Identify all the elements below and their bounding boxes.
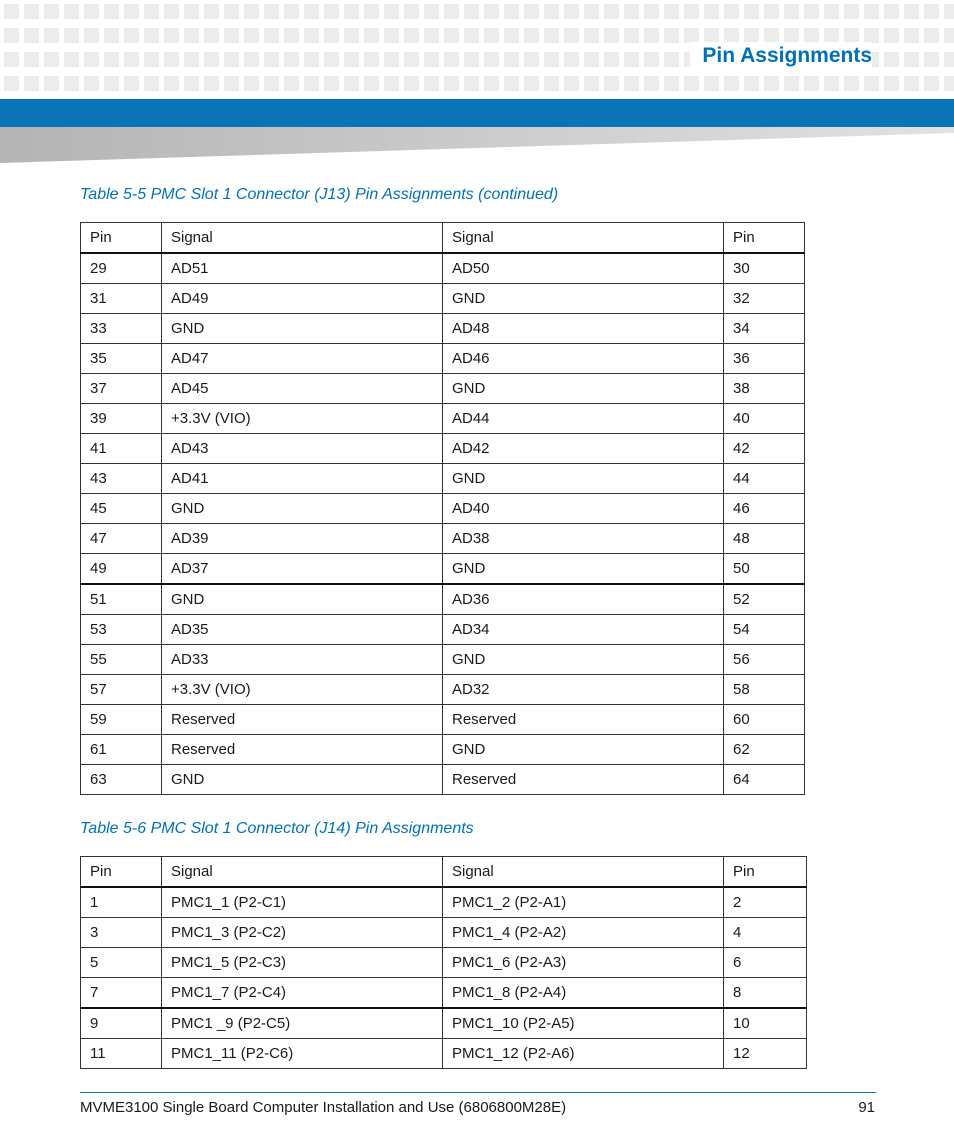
page-number: 91 — [858, 1099, 875, 1116]
section-title: Pin Assignments — [690, 42, 872, 70]
pin-cell: 53 — [81, 615, 162, 645]
pin-cell: 32 — [724, 284, 805, 314]
signal-cell: GND — [443, 284, 724, 314]
signal-cell: AD37 — [162, 554, 443, 585]
signal-cell: AD51 — [162, 253, 443, 284]
signal-cell: +3.3V (VIO) — [162, 675, 443, 705]
table-row — [81, 948, 807, 978]
table-row — [81, 765, 805, 795]
signal-cell: GND — [443, 374, 724, 404]
signal-cell: AD42 — [443, 434, 724, 464]
table-row — [81, 584, 805, 615]
pin-cell: 51 — [81, 584, 162, 615]
header-pin: Pin — [724, 857, 807, 888]
pin-cell: 33 — [81, 314, 162, 344]
pin-cell: 35 — [81, 344, 162, 374]
table-row — [81, 253, 805, 284]
pin-cell: 52 — [724, 584, 805, 615]
header-signal: Signal — [443, 857, 724, 888]
signal-cell: AD45 — [162, 374, 443, 404]
pin-cell: 38 — [724, 374, 805, 404]
pin-cell: 2 — [724, 887, 807, 918]
signal-cell: PMC1_3 (P2-C2) — [162, 918, 443, 948]
pin-cell: 62 — [724, 735, 805, 765]
signal-cell: AD32 — [443, 675, 724, 705]
signal-cell: GND — [443, 735, 724, 765]
signal-cell: AD39 — [162, 524, 443, 554]
table-row — [81, 1039, 807, 1069]
header-signal: Signal — [162, 223, 443, 254]
signal-cell: GND — [162, 494, 443, 524]
table-row — [81, 978, 807, 1009]
pin-cell: 46 — [724, 494, 805, 524]
header-signal: Signal — [443, 223, 724, 254]
table-row — [81, 615, 805, 645]
table-row — [81, 434, 805, 464]
pin-cell: 60 — [724, 705, 805, 735]
pin-cell: 1 — [81, 887, 162, 918]
signal-cell: PMC1_5 (P2-C3) — [162, 948, 443, 978]
pin-cell: 4 — [724, 918, 807, 948]
pin-cell: 8 — [724, 978, 807, 1009]
pin-cell: 10 — [724, 1008, 807, 1039]
signal-cell: PMC1_4 (P2-A2) — [443, 918, 724, 948]
footer-rule — [80, 1092, 876, 1093]
table-row — [81, 1008, 807, 1039]
table-row — [81, 554, 805, 585]
table-row — [81, 705, 805, 735]
pin-cell: 31 — [81, 284, 162, 314]
signal-cell: PMC1_6 (P2-A3) — [443, 948, 724, 978]
signal-cell: PMC1_2 (P2-A1) — [443, 887, 724, 918]
signal-cell: AD41 — [162, 464, 443, 494]
pin-cell: 30 — [724, 253, 805, 284]
table-row — [81, 918, 807, 948]
table-row — [81, 735, 805, 765]
signal-cell: AD48 — [443, 314, 724, 344]
pin-cell: 37 — [81, 374, 162, 404]
signal-cell: GND — [162, 314, 443, 344]
header-pin: Pin — [81, 223, 162, 254]
pin-cell: 45 — [81, 494, 162, 524]
table2-caption: Table 5-6 PMC Slot 1 Connector (J14) Pin Assignments — [80, 820, 474, 837]
signal-cell: Reserved — [443, 705, 724, 735]
signal-cell: PMC1_1 (P2-C1) — [162, 887, 443, 918]
pin-cell: 3 — [81, 918, 162, 948]
signal-cell: GND — [162, 765, 443, 795]
pin-cell: 36 — [724, 344, 805, 374]
pin-cell: 56 — [724, 645, 805, 675]
footer-doc-title: MVME3100 Single Board Computer Installation and Use (6806800M28E) — [80, 1099, 567, 1116]
signal-cell: AD49 — [162, 284, 443, 314]
pin-cell: 44 — [724, 464, 805, 494]
table-row — [81, 524, 805, 554]
pin-cell: 55 — [81, 645, 162, 675]
header-pin: Pin — [81, 857, 162, 888]
pin-cell: 48 — [724, 524, 805, 554]
pin-cell: 29 — [81, 253, 162, 284]
pin-cell: 40 — [724, 404, 805, 434]
signal-cell: AD46 — [443, 344, 724, 374]
pin-table-j13 — [80, 222, 805, 795]
pin-cell: 9 — [81, 1008, 162, 1039]
signal-cell: AD43 — [162, 434, 443, 464]
pin-cell: 59 — [81, 705, 162, 735]
signal-cell: PMC1_10 (P2-A5) — [443, 1008, 724, 1039]
signal-cell: AD50 — [443, 253, 724, 284]
pin-cell: 43 — [81, 464, 162, 494]
pin-table-j14 — [80, 856, 807, 1069]
table-row — [81, 494, 805, 524]
table1-caption: Table 5-5 PMC Slot 1 Connector (J13) Pin Assignments (continued) — [80, 186, 559, 203]
pin-cell: 54 — [724, 615, 805, 645]
signal-cell: GND — [443, 464, 724, 494]
header-wedge — [0, 127, 954, 163]
pin-cell: 61 — [81, 735, 162, 765]
signal-cell: +3.3V (VIO) — [162, 404, 443, 434]
pin-cell: 6 — [724, 948, 807, 978]
pin-cell: 5 — [81, 948, 162, 978]
signal-cell: AD34 — [443, 615, 724, 645]
table-row — [81, 645, 805, 675]
signal-cell: AD47 — [162, 344, 443, 374]
table-row — [81, 284, 805, 314]
pin-cell: 42 — [724, 434, 805, 464]
header-band — [0, 99, 954, 127]
signal-cell: PMC1_8 (P2-A4) — [443, 978, 724, 1009]
signal-cell: PMC1_11 (P2-C6) — [162, 1039, 443, 1069]
pin-cell: 39 — [81, 404, 162, 434]
pin-cell: 12 — [724, 1039, 807, 1069]
signal-cell: GND — [443, 645, 724, 675]
table-header-row — [81, 223, 805, 254]
signal-cell: AD38 — [443, 524, 724, 554]
pin-cell: 50 — [724, 554, 805, 585]
pin-cell: 58 — [724, 675, 805, 705]
table-row — [81, 374, 805, 404]
table-header-row — [81, 857, 807, 888]
table-row — [81, 464, 805, 494]
pin-cell: 49 — [81, 554, 162, 585]
signal-cell: Reserved — [443, 765, 724, 795]
table-row — [81, 314, 805, 344]
pin-cell: 63 — [81, 765, 162, 795]
signal-cell: PMC1_7 (P2-C4) — [162, 978, 443, 1009]
pin-cell: 47 — [81, 524, 162, 554]
signal-cell: AD44 — [443, 404, 724, 434]
header-signal: Signal — [162, 857, 443, 888]
header-pin: Pin — [724, 223, 805, 254]
table-row — [81, 887, 807, 918]
signal-cell: AD40 — [443, 494, 724, 524]
signal-cell: AD36 — [443, 584, 724, 615]
table-row — [81, 344, 805, 374]
signal-cell: GND — [162, 584, 443, 615]
pin-cell: 41 — [81, 434, 162, 464]
pin-cell: 57 — [81, 675, 162, 705]
signal-cell: PMC1 _9 (P2-C5) — [162, 1008, 443, 1039]
signal-cell: Reserved — [162, 705, 443, 735]
pin-cell: 34 — [724, 314, 805, 344]
pin-cell: 7 — [81, 978, 162, 1009]
signal-cell: GND — [443, 554, 724, 585]
signal-cell: Reserved — [162, 735, 443, 765]
signal-cell: PMC1_12 (P2-A6) — [443, 1039, 724, 1069]
table-row — [81, 675, 805, 705]
table-row — [81, 404, 805, 434]
pin-cell: 11 — [81, 1039, 162, 1069]
signal-cell: AD35 — [162, 615, 443, 645]
signal-cell: AD33 — [162, 645, 443, 675]
pin-cell: 64 — [724, 765, 805, 795]
